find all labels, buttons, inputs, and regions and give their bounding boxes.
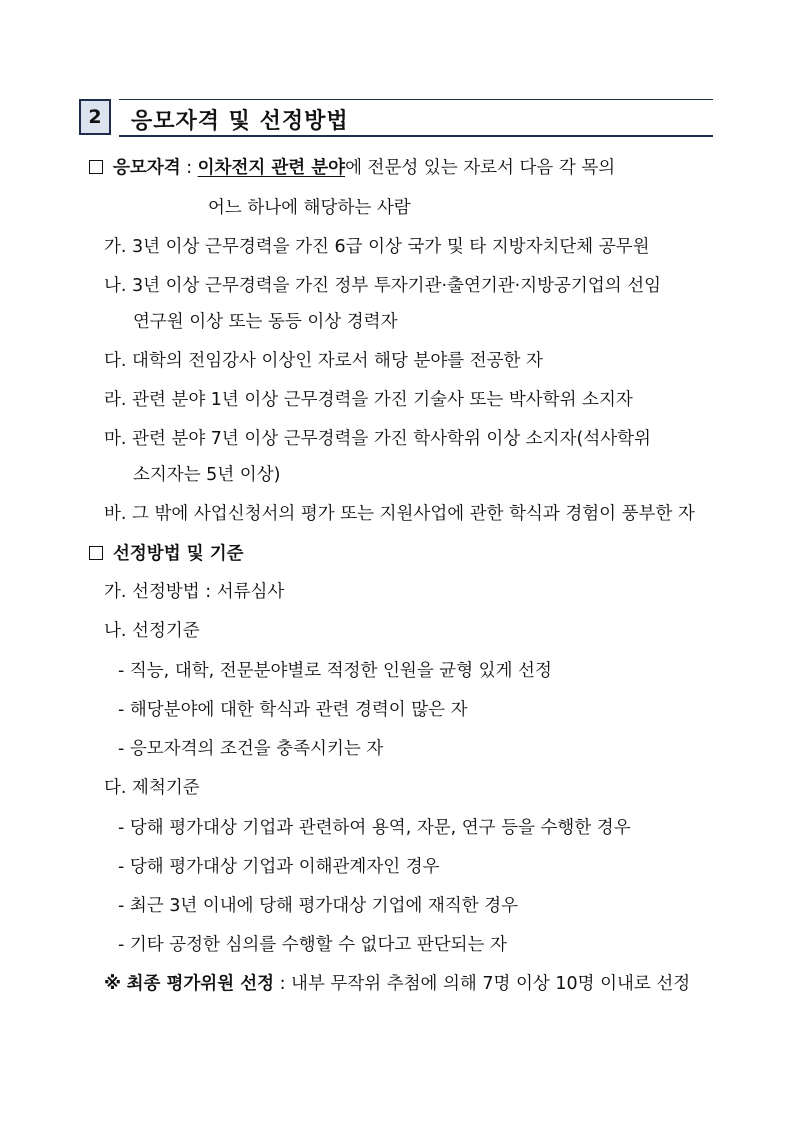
qualification-item [104, 502, 695, 526]
section-title: 응모자격 및 선정방법 [131, 109, 349, 134]
selection-criteria [104, 619, 200, 643]
item-text: 관련 분야 7년 이상 근무경력을 가진 학사학위 이상 소지자(석사학위 [132, 429, 651, 449]
qualification-text-line1: 에 전문성 있는 자로서 다음 각 목의 [345, 158, 616, 178]
exclusion-bullet: - 당해 평가대상 기업과 관련하여 용역, 자문, 연구 등을 수행한 경우 [118, 818, 631, 838]
item-text: 3년 이상 근무경력을 가진 6급 이상 국가 및 타 지방자치단체 공무원 [132, 237, 650, 257]
item-continuation: 연구원 이상 또는 동등 이상 경력자 [133, 312, 398, 332]
note-bold: 최종 평가위원 선정 [126, 974, 275, 994]
qualification-field: 이차전지 관련 분야 [197, 158, 346, 178]
checkbox-square-icon [89, 546, 103, 560]
selection-exclusion [104, 776, 200, 800]
qualification-item [104, 388, 633, 412]
qualification-item [104, 274, 661, 298]
item-text: 선정기준 [132, 621, 200, 641]
note-text: : 내부 무작위 추첨에 의해 7명 이상 10명 이내로 선정 [274, 974, 691, 994]
selection-heading: 선정방법 및 기준 [113, 544, 244, 564]
item-label: 다. [104, 778, 127, 798]
item-text: 3년 이상 근무경력을 가진 정부 투자기관·출연기관·지방공기업의 선임 [132, 276, 662, 296]
item-label: 라. [104, 390, 127, 410]
qualification-colon: : [180, 158, 198, 178]
item-label: 다. [104, 351, 127, 371]
selection-heading-line [89, 542, 244, 566]
item-label: 나. [104, 621, 127, 641]
item-text: 그 밖에 사업신청서의 평가 또는 지원사업에 관한 학식과 경험이 풍부한 자 [132, 504, 695, 524]
qualification-text-line2: 어느 하나에 해당하는 사람 [208, 198, 411, 218]
checkbox-square-icon [89, 160, 103, 174]
item-label: 나. [104, 276, 127, 296]
note-mark: ※ [104, 974, 122, 994]
final-note [104, 972, 690, 996]
exclusion-bullet: - 최근 3년 이내에 당해 평가대상 기업에 재직한 경우 [118, 896, 519, 916]
qualification-item [104, 427, 651, 451]
item-continuation: 소지자는 5년 이상) [133, 465, 281, 485]
qualification-heading-line [89, 156, 615, 180]
selection-method [104, 580, 284, 604]
exclusion-bullet: - 당해 평가대상 기업과 이해관계자인 경우 [118, 857, 440, 877]
title-top-rule [119, 99, 713, 100]
item-label: 가. [104, 582, 127, 602]
section-title-bar [119, 99, 713, 137]
item-text: 선정방법 : 서류심사 [132, 582, 285, 602]
title-bottom-rule [119, 135, 713, 137]
section-header [79, 99, 713, 137]
criteria-bullet: - 응모자격의 조건을 충족시키는 자 [118, 739, 384, 759]
criteria-bullet: - 직능, 대학, 전문분야별로 적정한 인원을 균형 있게 선정 [118, 661, 552, 681]
qualification-item [104, 349, 543, 373]
item-label: 마. [104, 429, 127, 449]
qualification-heading: 응모자격 [113, 158, 181, 178]
item-label: 바. [104, 504, 127, 524]
item-text: 대학의 전임강사 이상인 자로서 해당 분야를 전공한 자 [132, 351, 543, 371]
item-text: 제척기준 [132, 778, 200, 798]
item-text: 관련 분야 1년 이상 근무경력을 가진 기술사 또는 박사학위 소지자 [132, 390, 633, 410]
exclusion-bullet: - 기타 공정한 심의를 수행할 수 없다고 판단되는 자 [118, 935, 507, 955]
qualification-item [104, 235, 649, 259]
criteria-bullet: - 해당분야에 대한 학식과 관련 경력이 많은 자 [118, 700, 468, 720]
section-number: 2 [79, 99, 111, 135]
item-label: 가. [104, 237, 127, 257]
